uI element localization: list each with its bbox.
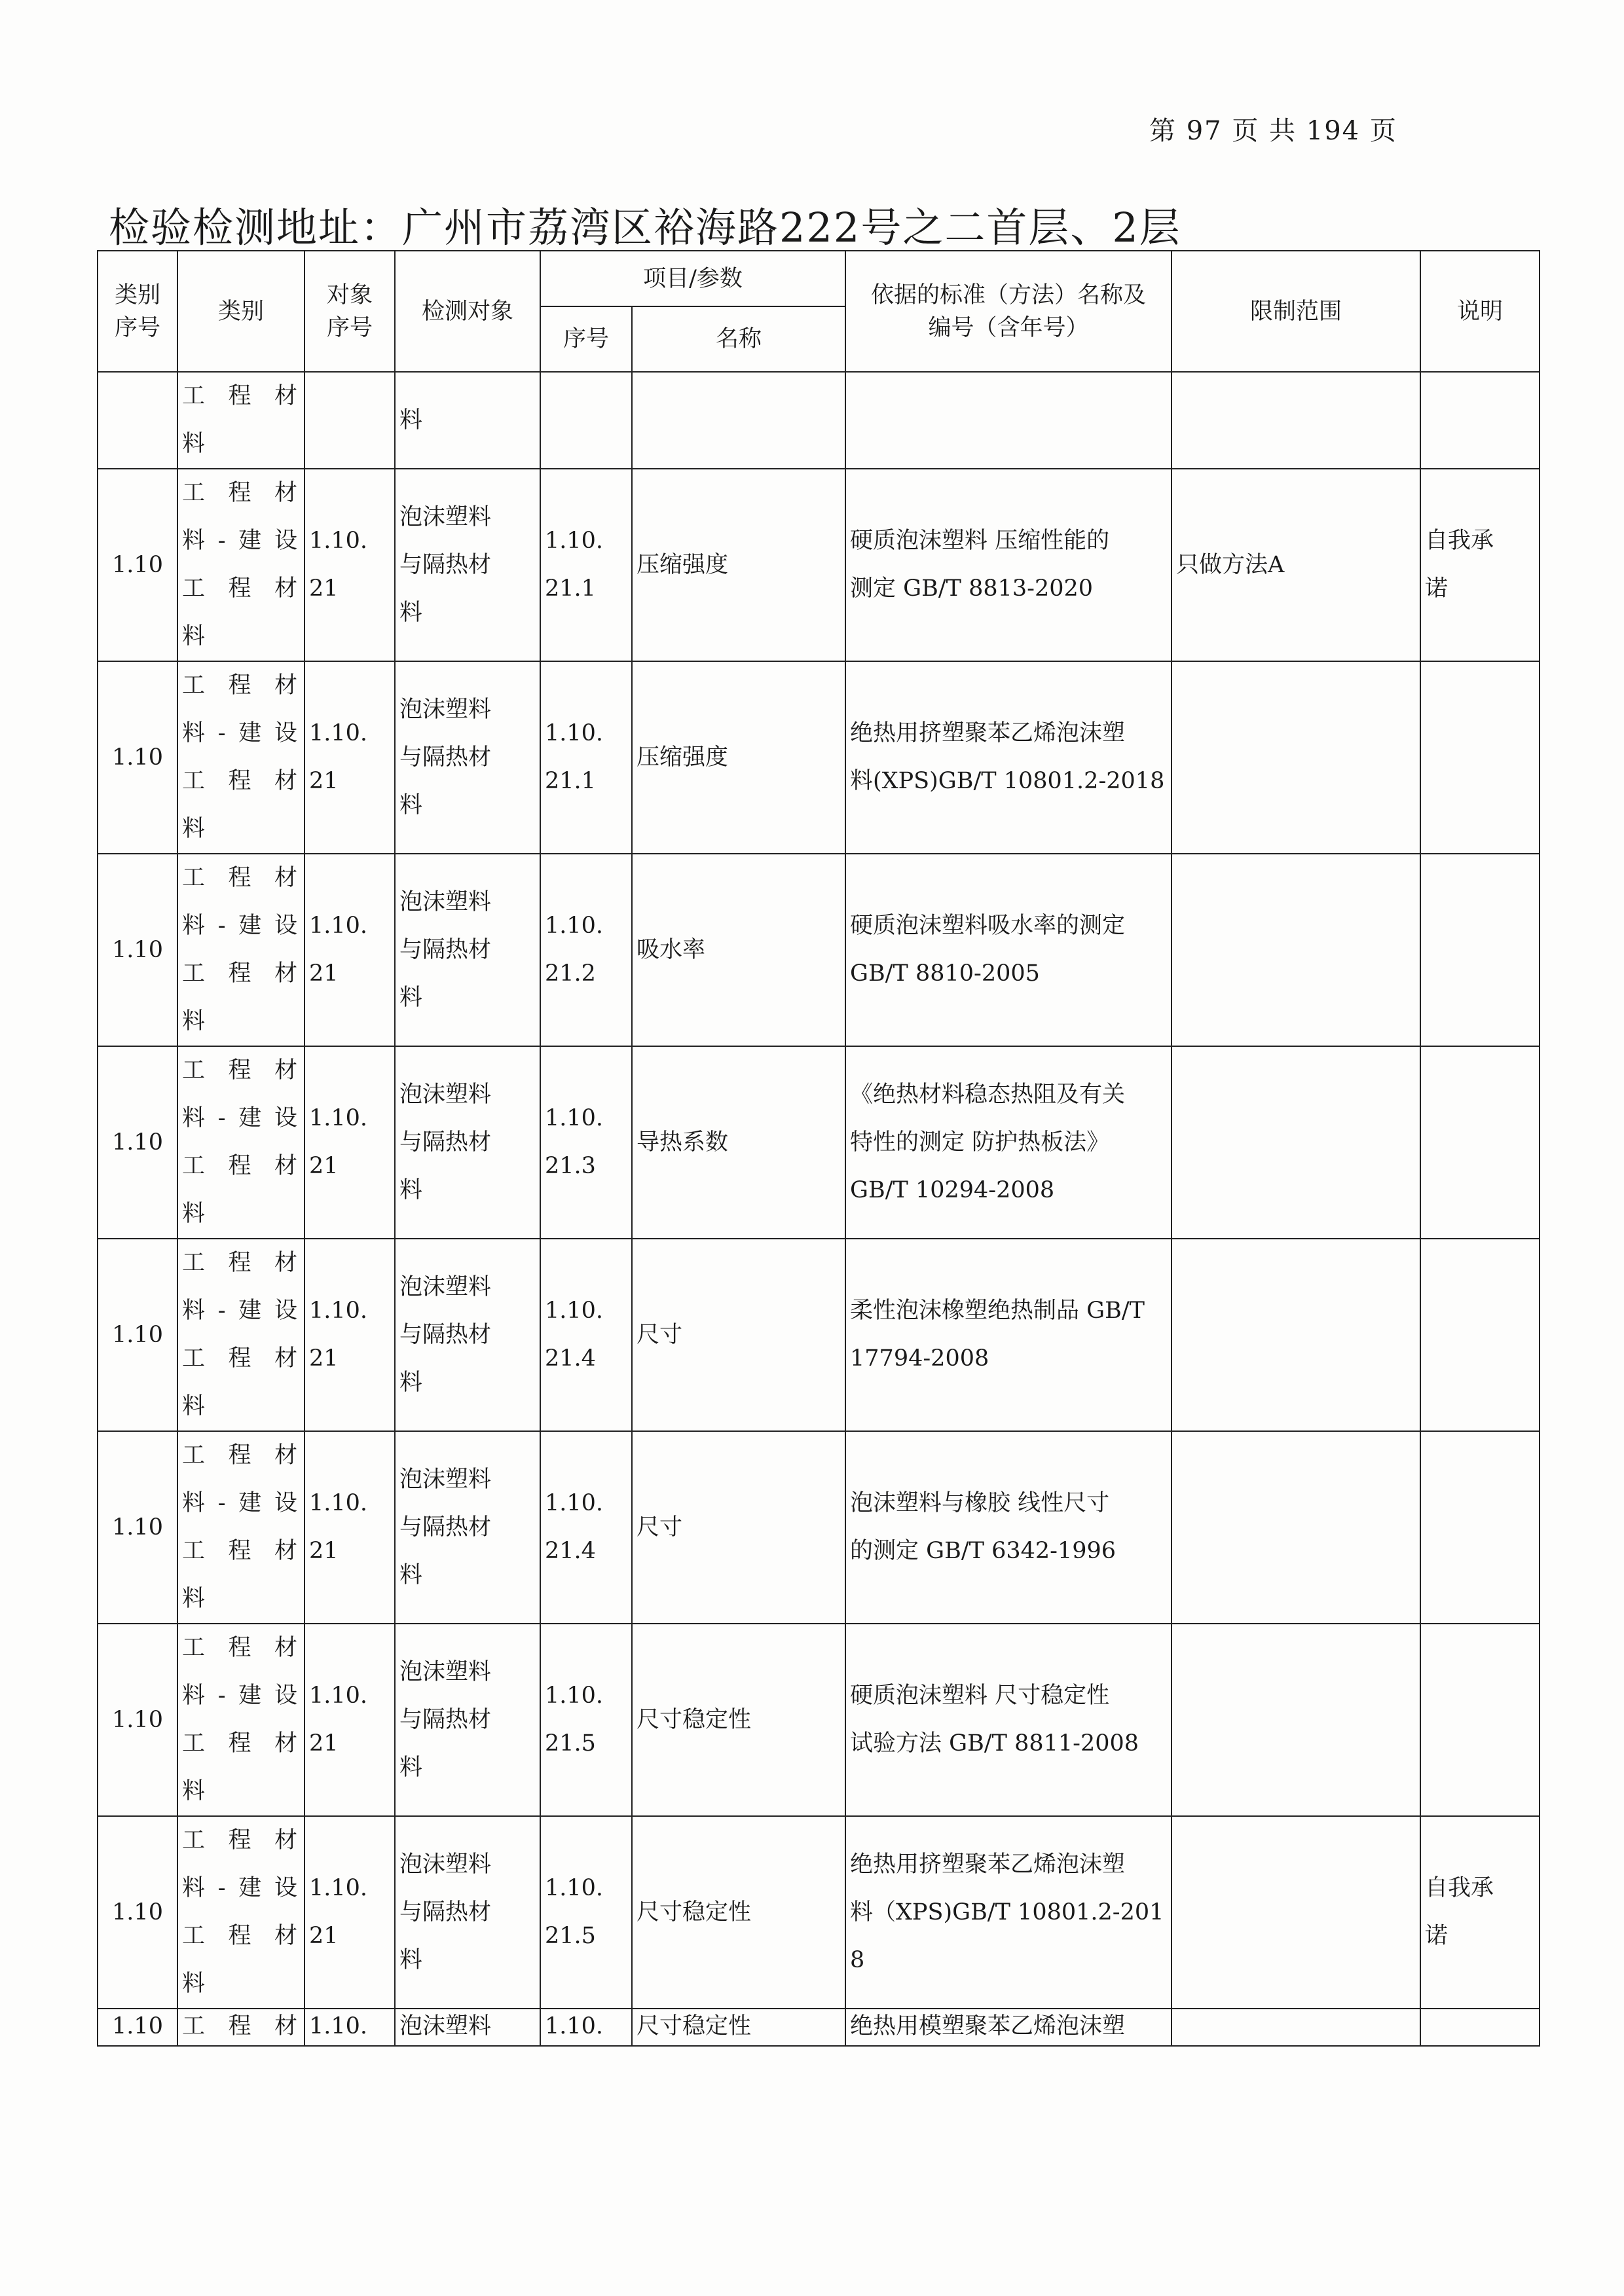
table-row-last <box>98 2009 1540 2046</box>
header-category-no: 类别 序号 <box>98 251 177 372</box>
cell-object: 泡沫塑料 与隔热材 料 <box>395 1816 540 2009</box>
cell-item-name: 尺寸稳定性 <box>632 1816 845 2009</box>
cell-category: 工程材 料-建设 工程材 料 <box>177 469 304 661</box>
cell-category-no: 1.10 <box>98 854 177 1046</box>
cell-limit <box>1172 1624 1420 1816</box>
cell-note <box>1420 2009 1540 2046</box>
cell-item-no: 1.10. 21.5 <box>540 1624 632 1816</box>
cell-category: 工程材 料 <box>177 372 304 469</box>
header-object: 检测对象 <box>395 251 540 372</box>
cell-limit: 只做方法A <box>1172 469 1420 661</box>
header-standard: 依据的标准（方法）名称及 编号（含年号） <box>845 251 1172 372</box>
cell-note <box>1420 854 1540 1046</box>
table-row <box>98 661 1540 854</box>
header-note: 说明 <box>1420 251 1540 372</box>
cell-limit <box>1172 1431 1420 1624</box>
cell-category: 工程材 料-建设 工程材 料 <box>177 1431 304 1624</box>
cell-category-no: 1.10 <box>98 469 177 661</box>
cell-limit <box>1172 372 1420 469</box>
cell-object-no: 1.10. 21 <box>304 1046 395 1239</box>
cell-limit <box>1172 2009 1420 2046</box>
cell-item-no: 1.10. 21.4 <box>540 1239 632 1431</box>
cell-limit <box>1172 854 1420 1046</box>
cell-object-no: 1.10. <box>304 2009 395 2046</box>
cell-item-no: 1.10. 21.1 <box>540 469 632 661</box>
cell-object: 泡沫塑料 与隔热材 料 <box>395 1624 540 1816</box>
cell-limit <box>1172 661 1420 854</box>
cell-standard <box>845 372 1172 469</box>
cell-category: 工程材 料-建设 工程材 料 <box>177 1624 304 1816</box>
table-row <box>98 854 1540 1046</box>
header-category: 类别 <box>177 251 304 372</box>
cell-object: 料 <box>395 372 540 469</box>
scope-table <box>97 250 1540 2047</box>
cell-object-no: 1.10. 21 <box>304 1816 395 2009</box>
cell-item-name: 尺寸稳定性 <box>632 1624 845 1816</box>
cell-note <box>1420 1431 1540 1624</box>
cell-object: 泡沫塑料 与隔热材 料 <box>395 854 540 1046</box>
cell-note: 自我承 诺 <box>1420 469 1540 661</box>
page-number: 第 97 页 共 194 页 <box>1149 116 1397 146</box>
cell-limit <box>1172 1239 1420 1431</box>
header-item-group: 项目/参数 <box>540 251 845 306</box>
cell-limit <box>1172 1046 1420 1239</box>
cell-standard: 硬质泡沫塑料 压缩性能的 测定 GB/T 8813-2020 <box>845 469 1172 661</box>
cell-standard: 绝热用挤塑聚苯乙烯泡沫塑 料(XPS)GB/T 10801.2-2018 <box>845 661 1172 854</box>
cell-note <box>1420 1239 1540 1431</box>
header-item-name: 名称 <box>632 306 845 372</box>
cell-object-no: 1.10. 21 <box>304 1239 395 1431</box>
cell-category: 工程材 料-建设 工程材 料 <box>177 1046 304 1239</box>
cell-item-no: 1.10. <box>540 2009 632 2046</box>
table-body-tail <box>98 2009 1540 2046</box>
cell-note <box>1420 372 1540 469</box>
cell-item-name <box>632 372 845 469</box>
cell-object: 泡沫塑料 与隔热材 料 <box>395 661 540 854</box>
cell-standard: 《绝热材料稳态热阻及有关 特性的测定 防护热板法》 GB/T 10294-2008 <box>845 1046 1172 1239</box>
cell-category-no: 1.10 <box>98 1816 177 2009</box>
cell-standard: 柔性泡沫橡塑绝热制品 GB/T 17794-2008 <box>845 1239 1172 1431</box>
cell-item-name: 尺寸 <box>632 1431 845 1624</box>
cell-category: 工程材 料-建设 工程材 料 <box>177 1816 304 2009</box>
cell-category-no: 1.10 <box>98 1624 177 1816</box>
cell-item-no: 1.10. 21.1 <box>540 661 632 854</box>
cell-item-no: 1.10. 21.2 <box>540 854 632 1046</box>
cell-note <box>1420 1046 1540 1239</box>
cell-category-no: 1.10 <box>98 661 177 854</box>
cell-item-no: 1.10. 21.4 <box>540 1431 632 1624</box>
cell-standard: 泡沫塑料与橡胶 线性尺寸 的测定 GB/T 6342-1996 <box>845 1431 1172 1624</box>
cell-object: 泡沫塑料 与隔热材 料 <box>395 1046 540 1239</box>
cell-category-no <box>98 372 177 469</box>
cell-category-no: 1.10 <box>98 1431 177 1624</box>
cell-note: 自我承 诺 <box>1420 1816 1540 2009</box>
cell-category-no: 1.10 <box>98 2009 177 2046</box>
table-header <box>98 251 1540 372</box>
cell-object-no: 1.10. 21 <box>304 661 395 854</box>
cell-category-no: 1.10 <box>98 1046 177 1239</box>
cell-item-no: 1.10. 21.5 <box>540 1816 632 2009</box>
cell-item-no <box>540 372 632 469</box>
table-row <box>98 1816 1540 2009</box>
cell-category: 工程材 料-建设 工程材 料 <box>177 854 304 1046</box>
cell-item-name: 压缩强度 <box>632 661 845 854</box>
cell-item-name: 压缩强度 <box>632 469 845 661</box>
cell-object: 泡沫塑料 与隔热材 料 <box>395 1431 540 1624</box>
cell-standard: 绝热用挤塑聚苯乙烯泡沫塑 料（XPS)GB/T 10801.2-2018 <box>845 1816 1172 2009</box>
header-object-no: 对象 序号 <box>304 251 395 372</box>
cell-standard: 绝热用模塑聚苯乙烯泡沫塑 <box>845 2009 1172 2046</box>
cell-item-name: 尺寸 <box>632 1239 845 1431</box>
cell-object: 泡沫塑料 与隔热材 料 <box>395 469 540 661</box>
cell-standard: 硬质泡沫塑料 尺寸稳定性 试验方法 GB/T 8811-2008 <box>845 1624 1172 1816</box>
cell-standard: 硬质泡沫塑料吸水率的测定 GB/T 8810-2005 <box>845 854 1172 1046</box>
cell-object-no: 1.10. 21 <box>304 469 395 661</box>
table-row-continuation <box>98 372 1540 469</box>
cell-item-name: 尺寸稳定性 <box>632 2009 845 2046</box>
cell-item-name: 吸水率 <box>632 854 845 1046</box>
cell-object: 泡沫塑料 <box>395 2009 540 2046</box>
table-row <box>98 469 1540 661</box>
cell-object-no <box>304 372 395 469</box>
cell-object-no: 1.10. 21 <box>304 854 395 1046</box>
table-row <box>98 1431 1540 1624</box>
cell-item-no: 1.10. 21.3 <box>540 1046 632 1239</box>
cell-category-no: 1.10 <box>98 1239 177 1431</box>
cell-item-name: 导热系数 <box>632 1046 845 1239</box>
table-rows <box>98 469 1540 2009</box>
table-row <box>98 1624 1540 1816</box>
cell-category: 工程材 料-建设 工程材 料 <box>177 1239 304 1431</box>
table-row <box>98 1046 1540 1239</box>
cell-object-no: 1.10. 21 <box>304 1431 395 1624</box>
header-limit: 限制范围 <box>1172 251 1420 372</box>
cell-category: 工程材 料-建设 工程材 料 <box>177 661 304 854</box>
inspection-address: 检验检测地址：广州市荔湾区裕海路222号之二首层、2层 <box>109 204 1181 251</box>
cell-object-no: 1.10. 21 <box>304 1624 395 1816</box>
cell-category: 工程材 <box>177 2009 304 2046</box>
cell-note <box>1420 661 1540 854</box>
table-body <box>98 372 1540 469</box>
cell-note <box>1420 1624 1540 1816</box>
cell-limit <box>1172 1816 1420 2009</box>
table-row <box>98 1239 1540 1431</box>
cell-object: 泡沫塑料 与隔热材 料 <box>395 1239 540 1431</box>
header-item-no: 序号 <box>540 306 632 372</box>
